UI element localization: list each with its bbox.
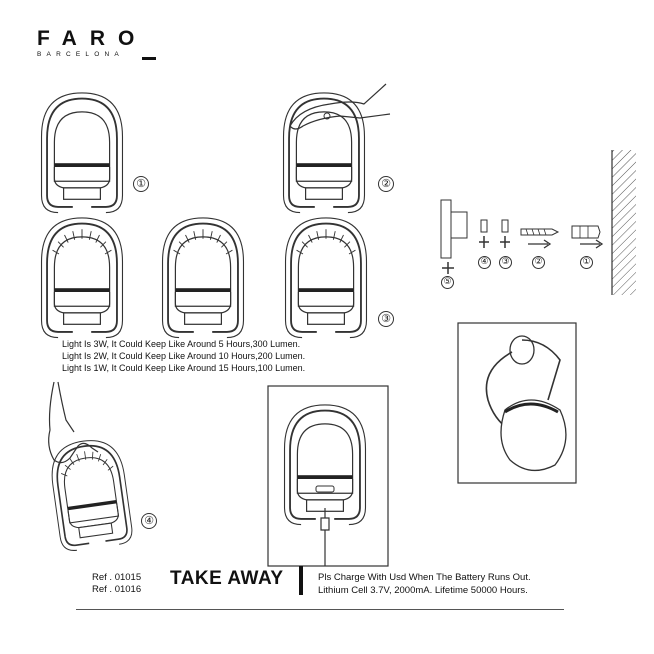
brand-name: FARO [37,27,148,50]
lamp-step-1 [42,93,123,213]
brand-subtitle: BARCELONA [37,51,124,58]
ref-01016: Ref . 01016 [92,584,142,595]
screw-2 [521,229,558,248]
bracket [441,200,467,274]
product-title: TAKE AWAY [170,568,284,589]
step-number-2: ② [378,176,394,192]
light-mode-2w: Light Is 2W, It Could Keep Like Around 10 Hours,200 Lumen. [62,351,306,361]
cap-4 [479,220,489,248]
ref-01015: Ref . 01015 [92,572,142,583]
footer-rule [76,609,564,610]
mount-step-4: ④ [478,256,491,269]
hand-step-4 [49,382,98,463]
mount-step-1: ① [580,256,593,269]
lamp-step-3b [163,218,244,338]
lamp-step-4 [47,436,133,552]
light-mode-1w: Light Is 1W, It Could Keep Like Around 15 Hours,100 Lumen. [62,363,306,373]
lamp-charging [285,405,366,525]
lamp-step-3a [42,218,123,338]
wall-hatch [612,150,636,295]
anchor-1 [572,226,602,248]
step-number-1: ① [133,176,149,192]
mount-step-2: ② [532,256,545,269]
step-number-4: ④ [141,513,157,529]
cap-3 [500,220,510,248]
mount-step-3: ③ [499,256,512,269]
usb-cable [321,508,329,566]
battery-spec: Lithium Cell 3.7V, 2000mA. Lifetime 50000 Hours. [318,585,528,596]
light-mode-3w: Light Is 3W, It Could Keep Like Around 5 Hours,300 Lumen. [62,339,301,349]
charge-note: Pls Charge With Usd When The Battery Runs Out. [318,572,531,583]
title-divider [299,566,303,595]
lamp-step-3c [286,218,367,338]
mount-step-5: ⑤ [441,276,454,289]
step-number-3: ③ [378,311,394,327]
lamp-step-2 [284,93,365,213]
